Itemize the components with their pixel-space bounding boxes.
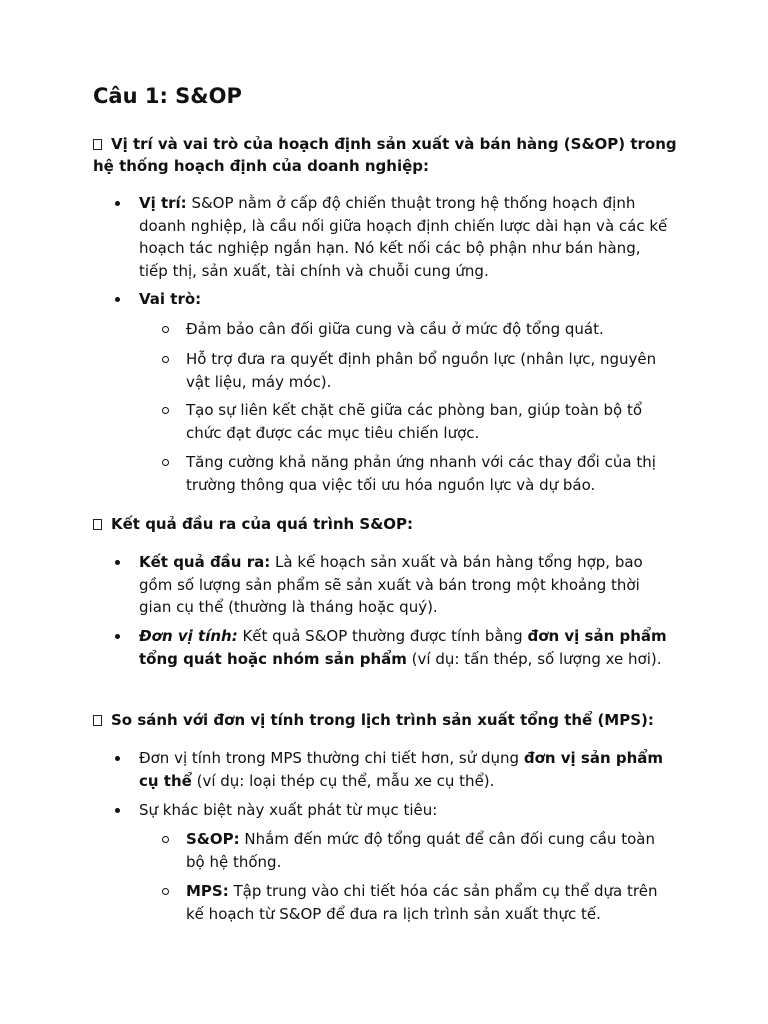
circle-bullet-icon [162, 459, 169, 466]
mps-label: MPS: [186, 882, 229, 900]
role-text: Đảm bảo cân đối giữa cung và cầu ở mức độ tổng quát. [186, 320, 604, 338]
role-text: Tạo sự liên kết chặt chẽ giữa các phòng ban, giúp toàn bộ tổ chức đạt được các mục tiêu chiến lược. [186, 401, 643, 442]
checkbox-glyph-icon [93, 519, 102, 530]
circle-bullet-icon [162, 356, 169, 363]
difference-text: Sự khác biệt này xuất phát từ mục tiêu: [139, 801, 438, 819]
section-heading-role [93, 133, 693, 177]
section-heading-output [93, 513, 693, 535]
section-heading-text: Vị trí và vai trò của hoạch định sản xuất và bán hàng (S&OP) trong hệ thống hoạch định của doanh nghiệp: [93, 135, 677, 175]
circle-bullet-icon [162, 326, 169, 333]
bullet-icon [115, 634, 120, 639]
list-item-unit [139, 625, 674, 670]
unit-bold-text: đơn vị sản phẩm tổng quát hoặc nhóm sản phẩm [139, 627, 667, 668]
position-text: S&OP nằm ở cấp độ chiến thuật trong hệ thống hoạch định doanh nghiệp, là cầu nối giữa hoạch định chiến lược dài hạn và các kế hoạch tác nghiệp ngắn hạn. Nó kết nối các bộ phận như bán hàng, tiếp thị, sản xuất, tài chính và chuỗi cung ứng. [139, 194, 668, 280]
list-item-role [139, 288, 674, 311]
list-item-role-4 [186, 451, 678, 496]
bullet-icon [115, 297, 120, 302]
list-item-output [139, 551, 674, 619]
bullet-icon [115, 756, 120, 761]
bullet-icon [115, 560, 120, 565]
list-item-mps-unit [139, 747, 674, 792]
mps-bold-text: đơn vị sản phẩm cụ thể [139, 749, 664, 790]
mps-text: Đơn vị tính trong MPS thường chi tiết hơn, sử dụng [139, 749, 524, 767]
output-label: Kết quả đầu ra: [139, 553, 271, 571]
role-label: Vai trò: [139, 290, 202, 308]
mps-example-text: (ví dụ: loại thép cụ thể, mẫu xe cụ thể). [191, 771, 495, 790]
unit-example-text: (ví dụ: tấn thép, số lượng xe hơi). [406, 649, 662, 668]
list-item-role-1 [186, 318, 678, 341]
list-item-sop [186, 828, 678, 873]
checkbox-glyph-icon [93, 715, 102, 726]
mps-sub-text: Tập trung vào chi tiết hóa các sản phẩm cụ thể dựa trên kế hoạch từ S&OP để đưa ra lịch trình sản xuất thực tế. [186, 882, 658, 923]
section-heading-text: Kết quả đầu ra của quá trình S&OP: [111, 515, 414, 533]
bullet-icon [115, 201, 120, 206]
page-title: Câu 1: S&OP [93, 84, 242, 108]
list-item-role-2 [186, 348, 678, 393]
list-item-difference [139, 799, 674, 822]
list-item-role-3 [186, 399, 678, 444]
bullet-icon [115, 808, 120, 813]
sop-label: S&OP: [186, 830, 240, 848]
section-heading-mps [93, 709, 693, 731]
circle-bullet-icon [162, 407, 169, 414]
unit-text: Kết quả S&OP thường được tính bằng [237, 627, 528, 645]
position-label: Vị trí: [139, 194, 187, 212]
list-item-position [139, 192, 674, 282]
role-text: Tăng cường khả năng phản ứng nhanh với các thay đổi của thị trường thông qua việc tối ưu hóa nguồn lực và dự báo. [186, 453, 656, 494]
circle-bullet-icon [162, 836, 169, 843]
role-text: Hỗ trợ đưa ra quyết định phân bổ nguồn lực (nhân lực, nguyên vật liệu, máy móc). [186, 350, 657, 391]
list-item-mps [186, 880, 678, 925]
sop-text: Nhắm đến mức độ tổng quát để cân đối cung cầu toàn bộ hệ thống. [186, 830, 655, 871]
output-text: Là kế hoạch sản xuất và bán hàng tổng hợp, bao gồm số lượng sản phẩm sẽ sản xuất và bán trong một khoảng thời gian cụ thể (thường là tháng hoặc quý). [139, 553, 643, 616]
unit-label: Đơn vị tính: [139, 627, 238, 645]
section-heading-text: So sánh với đơn vị tính trong lịch trình sản xuất tổng thể (MPS): [111, 711, 654, 729]
circle-bullet-icon [162, 888, 169, 895]
checkbox-glyph-icon [93, 139, 102, 150]
